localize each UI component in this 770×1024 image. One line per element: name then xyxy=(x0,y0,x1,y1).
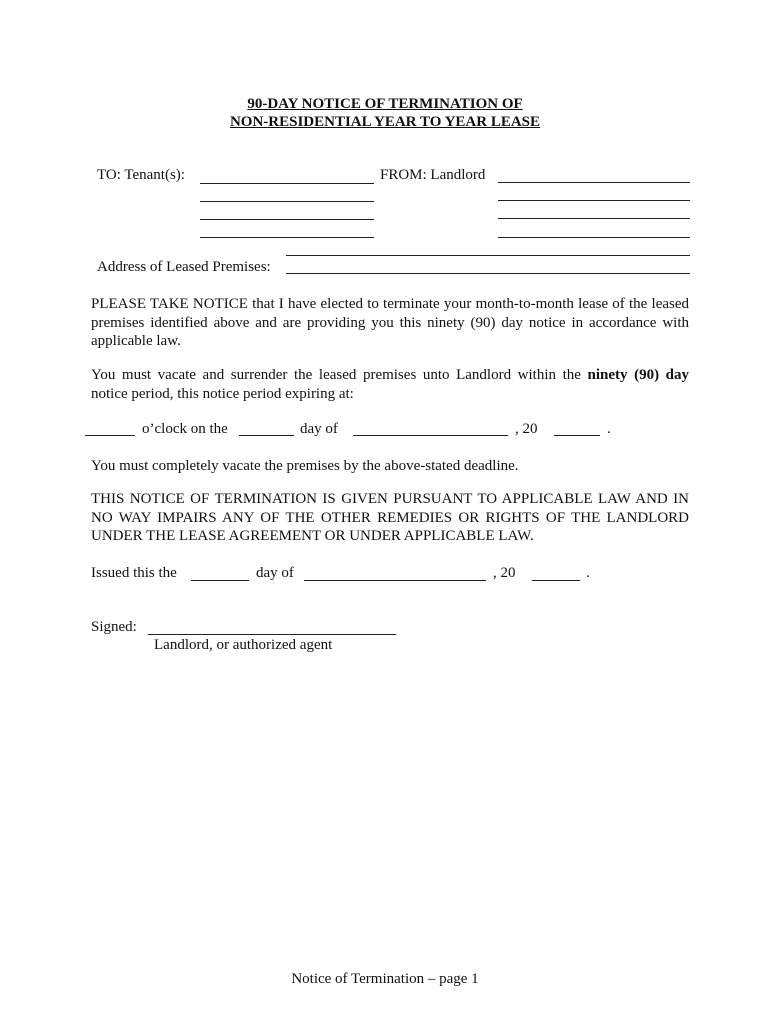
expiry-period: . xyxy=(607,421,611,437)
landlord-label: FROM: Landlord xyxy=(380,167,486,183)
issued-month-line[interactable] xyxy=(304,580,486,581)
expiry-day-of-label: day of xyxy=(300,421,338,437)
legal-paragraph-text: THIS NOTICE OF TERMINATION IS GIVEN PURSUANT TO APPLICABLE LAW AND IN NO WAY IMPAIRS ANY OF THE OTHER REMEDIES OR RIGHTS OF THE LANDLORD UNDER THE LEASE AGREEMENT OR UNDER APPLICABLE LAW. xyxy=(91,491,689,544)
document-title-line-2: NON-RESIDENTIAL YEAR TO YEAR LEASE xyxy=(229,114,541,130)
issued-period: . xyxy=(586,565,590,581)
notice-paragraph xyxy=(91,295,689,351)
tenant-name-line-2[interactable] xyxy=(200,201,374,202)
document-title-line-1: 90-DAY NOTICE OF TERMINATION OF xyxy=(247,96,523,112)
issued-year-line[interactable] xyxy=(532,580,580,581)
tenant-label: TO: Tenant(s): xyxy=(97,167,185,183)
landlord-name-line-3[interactable] xyxy=(498,218,690,219)
expiry-year-prefix: , 20 xyxy=(515,421,538,437)
address-label: Address of Leased Premises: xyxy=(97,259,271,275)
page-footer: Notice of Termination – page 1 xyxy=(291,971,479,987)
tenant-name-line-1[interactable] xyxy=(200,183,374,184)
vacate-paragraph xyxy=(91,366,689,403)
issued-day-line[interactable] xyxy=(191,580,249,581)
notice-paragraph-text: PLEASE TAKE NOTICE that I have elected to terminate your month-to-month lease of the leased premises identified above and are providing you this ninety (90) day notice in accordance with applicable law. xyxy=(91,296,689,349)
landlord-name-line-4[interactable] xyxy=(498,237,690,238)
landlord-name-line-1[interactable] xyxy=(498,182,690,183)
tenant-name-line-3[interactable] xyxy=(200,219,374,220)
signature-line[interactable] xyxy=(148,634,396,635)
vacate-paragraph-text-1: You must vacate and surrender the leased premises unto Landlord within the xyxy=(91,367,588,383)
vacate-paragraph-text-2: notice period, this notice period expiring at: xyxy=(91,385,354,402)
expiry-month-line[interactable] xyxy=(353,435,508,436)
deadline-paragraph: You must completely vacate the premises by the above-stated deadline. xyxy=(91,458,519,474)
landlord-name-line-2[interactable] xyxy=(498,200,690,201)
issued-label: Issued this the xyxy=(91,565,177,581)
signature-caption: Landlord, or authorized agent xyxy=(154,637,333,653)
expiry-oclock-label: o’clock on the xyxy=(142,421,228,437)
vacate-paragraph-bold: ninety (90) day xyxy=(587,367,689,383)
issued-day-of-label: day of xyxy=(256,565,294,581)
legal-paragraph xyxy=(91,490,689,546)
address-line-1[interactable] xyxy=(286,255,690,256)
expiry-year-line[interactable] xyxy=(554,435,600,436)
issued-year-prefix: , 20 xyxy=(493,565,516,581)
address-line-2[interactable] xyxy=(286,273,690,274)
signed-label: Signed: xyxy=(91,619,137,635)
expiry-day-line[interactable] xyxy=(239,435,294,436)
expiry-hour-line[interactable] xyxy=(85,435,135,436)
tenant-name-line-4[interactable] xyxy=(200,237,374,238)
